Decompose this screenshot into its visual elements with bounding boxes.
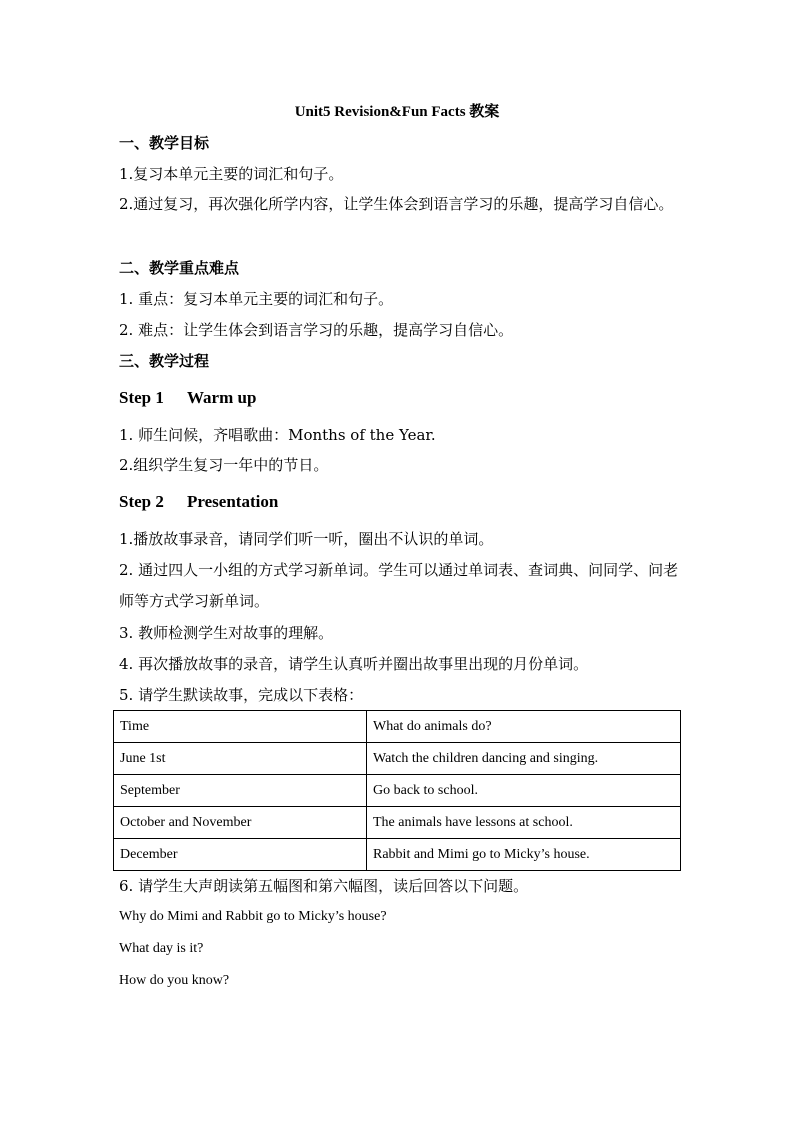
objective-item-1: 1.复习本单元主要的词汇和句子。 (119, 165, 344, 183)
table-cell: Watch the children dancing and singing. (367, 743, 681, 775)
table-cell: The animals have lessons at school. (367, 807, 681, 839)
table-cell: September (114, 775, 367, 807)
key-point-item-1: 1. 重点：复习本单元主要的词汇和句子。 (119, 290, 394, 308)
objectives-heading: 一、教学目标 (119, 134, 210, 152)
question-3: How do you know? (119, 973, 230, 988)
table-cell: Rabbit and Mimi go to Micky’s house. (367, 839, 681, 871)
table-header-cell: Time (114, 711, 367, 743)
step2-item-2: 2. 通过四人一小组的方式学习新单词。学生可以通过单词表、查词典、问同学、问老师等方式学习新单词。 (119, 561, 679, 610)
question-1: Why do Mimi and Rabbit go to Micky’s house? (119, 909, 387, 924)
document-title: Unit5 Revision&Fun Facts 教案 (294, 104, 500, 120)
step2-item-5: 5. 请学生默读故事，完成以下表格： (119, 686, 364, 704)
table-cell: October and November (114, 807, 367, 839)
step1-heading (119, 386, 256, 410)
table-row (114, 839, 681, 871)
table-cell: June 1st (114, 743, 367, 775)
key-point-item-2: 2. 难点：让学生体会到语言学习的乐趣，提高学习自信心。 (119, 321, 514, 339)
story-table (113, 710, 681, 871)
table-row (114, 743, 681, 775)
step1-name: Warm up (187, 388, 257, 407)
step1-label: Step 1 (119, 388, 164, 407)
table-row (114, 807, 681, 839)
step2-heading (119, 490, 278, 514)
step2-item-3: 3. 教师检测学生对故事的理解。 (119, 624, 334, 642)
step1-item-1: 1. 师生问候，齐唱歌曲：Months of the Year. (119, 426, 436, 444)
table-header-row (114, 711, 681, 743)
key-points-heading: 二、教学重点难点 (119, 259, 240, 277)
step2-item-6: 6. 请学生大声朗读第五幅图和第六幅图，读后回答以下问题。 (119, 877, 529, 895)
process-heading: 三、教学过程 (119, 352, 210, 370)
table-row (114, 775, 681, 807)
step2-item-1: 1.播放故事录音，请同学们听一听，圈出不认识的单词。 (119, 530, 494, 548)
step1-item-2: 2.组织学生复习一年中的节日。 (119, 456, 329, 474)
step2-item-4: 4. 再次播放故事的录音，请学生认真听并圈出故事里出现的月份单词。 (119, 655, 589, 673)
question-2: What day is it? (119, 941, 204, 956)
step2-label: Step 2 (119, 492, 164, 511)
table-header-cell: What do animals do? (367, 711, 681, 743)
table-cell: December (114, 839, 367, 871)
table-cell: Go back to school. (367, 775, 681, 807)
step2-name: Presentation (187, 492, 279, 511)
objective-item-2: 2.通过复习，再次强化所学内容，让学生体会到语言学习的乐趣，提高学习自信心。 (119, 195, 674, 213)
